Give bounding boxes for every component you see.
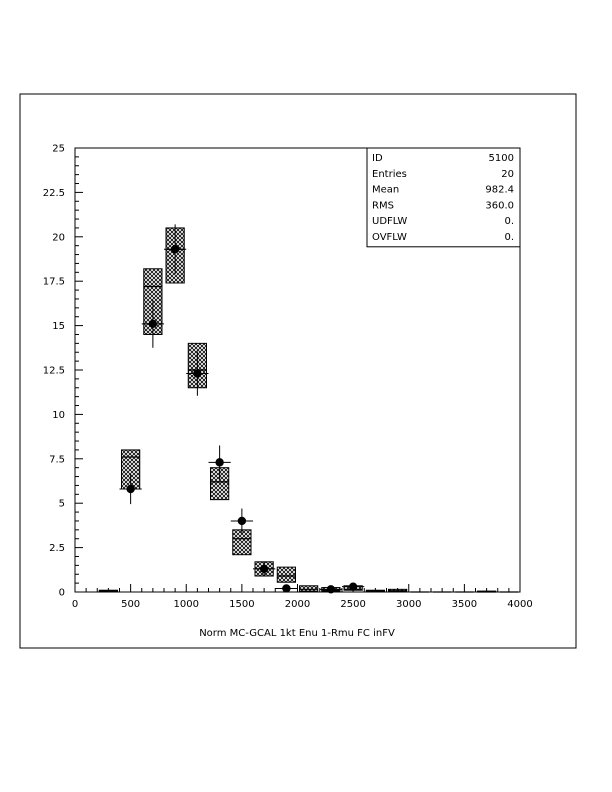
x-tick-label: 3000 [396, 599, 422, 610]
x-tick-label: 500 [121, 599, 141, 610]
y-tick-label: 15 [52, 321, 65, 333]
data-point [149, 320, 157, 328]
x-tick-label: 3500 [451, 599, 478, 610]
x-axis-label: Norm MC-GCAL 1kt Enu 1-Rmu FC inFV [199, 628, 395, 639]
stats-label: OVFLW [372, 232, 407, 243]
stats-label: Entries [372, 168, 407, 180]
x-tick-label: 1000 [173, 599, 199, 610]
x-tick-label: 4000 [507, 599, 533, 610]
stats-value: 20 [501, 168, 514, 180]
x-tick-label: 0 [71, 599, 79, 610]
data-point [171, 245, 179, 253]
data-point [260, 565, 268, 573]
y-tick-label: 0 [58, 587, 65, 599]
data-point [238, 517, 246, 525]
stats-label: Mean [372, 184, 400, 196]
data-point [126, 485, 134, 493]
y-tick-label: 2.5 [49, 543, 65, 555]
stats-label: UDFLW [372, 216, 408, 228]
data-point [215, 458, 223, 466]
stats-label: RMS [372, 200, 394, 212]
y-tick-label: 5 [58, 498, 65, 510]
mc-error-band [277, 567, 295, 582]
stats-value: 5100 [488, 153, 514, 164]
x-tick-label: 2500 [340, 599, 366, 610]
stats-value: 0. [504, 216, 514, 228]
y-tick-label: 17.5 [42, 276, 65, 288]
x-tick-label: 2000 [284, 599, 311, 610]
y-tick-label: 22.5 [42, 187, 65, 199]
plot-area [43, 144, 533, 611]
stats-value: 360.0 [485, 200, 514, 212]
y-tick-label: 7.5 [49, 454, 65, 466]
stats-label: ID [372, 153, 383, 164]
data-point [327, 585, 335, 593]
mc-error-band [300, 586, 318, 591]
x-tick-label: 1500 [229, 599, 255, 610]
y-tick-label: 10 [52, 409, 65, 421]
y-tick-label: 12.5 [42, 365, 65, 377]
stats-value: 982.4 [485, 184, 514, 196]
y-tick-label: 25 [52, 143, 65, 155]
data-point [193, 369, 201, 377]
y-tick-label: 20 [52, 232, 65, 244]
stats-value: 0. [504, 232, 514, 243]
data-point [349, 582, 357, 590]
data-point [282, 584, 290, 592]
mc-error-band [233, 530, 251, 555]
